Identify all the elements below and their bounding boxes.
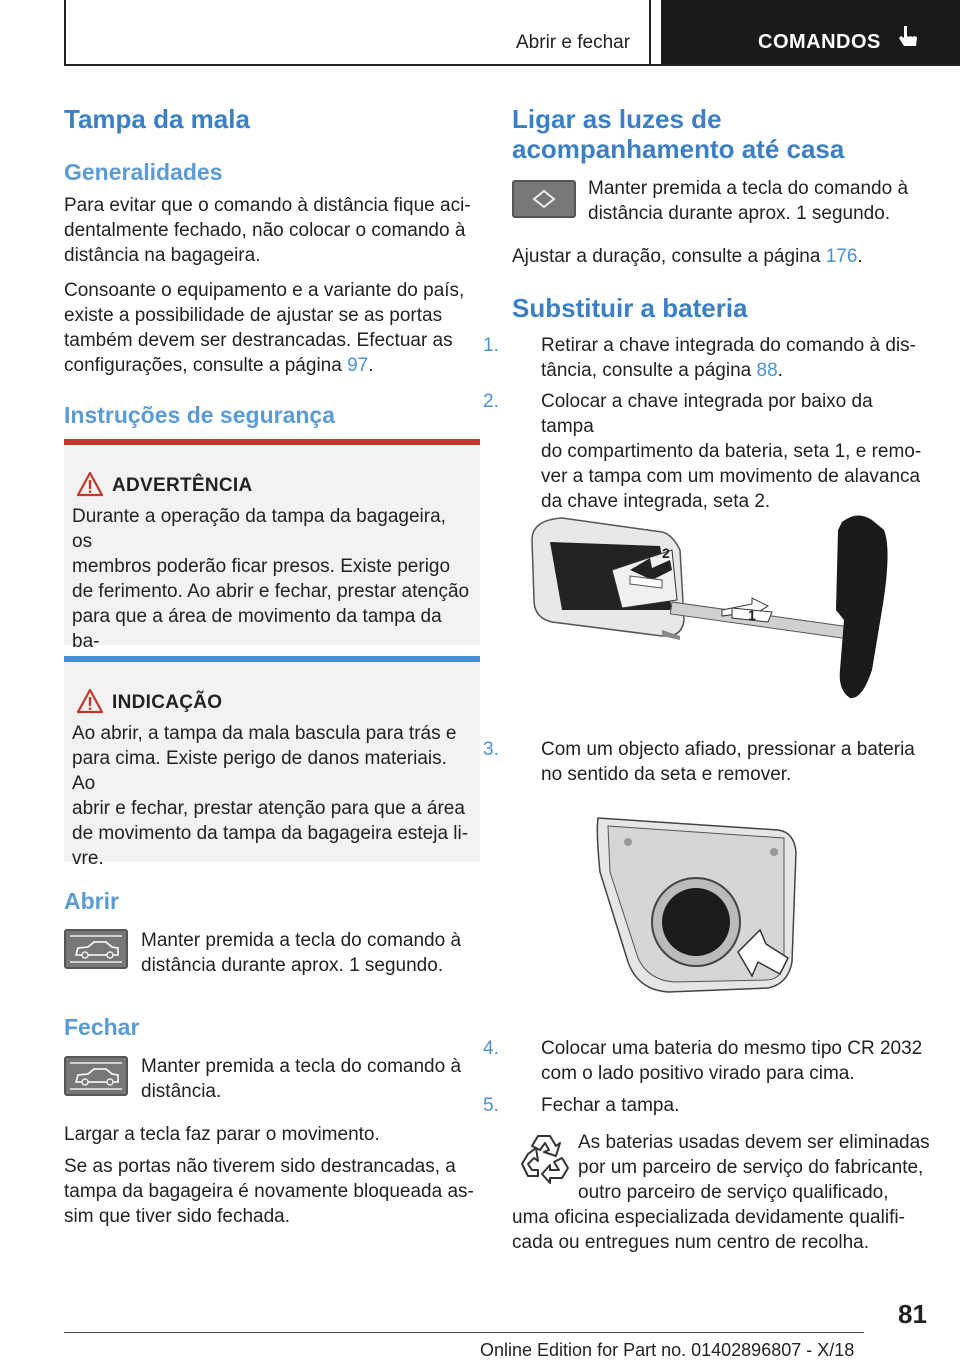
warning-icon [76, 471, 104, 497]
page-link-176[interactable]: 176 [825, 246, 858, 267]
header-left-rule [64, 0, 66, 66]
step-number: 4. [483, 1038, 499, 1059]
step-text: Com um objecto afiado, pressionar a bateria no sentido da seta e remover. [541, 739, 915, 785]
open-heading: Abrir [64, 888, 119, 914]
general-heading: Generalidades [64, 159, 223, 185]
edition-note: Online Edition for Part no. 01402896807 - X/18 [480, 1340, 855, 1360]
step-text-end: . [777, 360, 783, 381]
step-item [483, 1036, 928, 1086]
safety-heading: Instruções de segurança [64, 402, 335, 428]
hand-pointer-icon [896, 24, 920, 52]
warning-title: ADVERTÊNCIA [112, 475, 253, 496]
lights-paragraph-text: Ajustar a duração, consulte a página [512, 246, 826, 267]
page-title: Tampa da mala [64, 104, 250, 134]
lights-paragraph [512, 244, 932, 269]
general-paragraph-2 [64, 278, 484, 378]
header-section-title: Abrir e fechar [516, 32, 631, 53]
diamond-button-icon [512, 180, 576, 218]
step-item [483, 333, 928, 383]
step-text: Fechar a tampa. [541, 1095, 680, 1116]
step-text: Colocar a chave integrada por baixo da tampa do compartimento da bateria, seta 1, e remo- ver a tampa com um movimento de alavanca da chave integrada, seta 2. [541, 391, 922, 512]
close-text: Manter premida a tecla do comando à distância. [141, 1056, 462, 1102]
open-text: Manter premida a tecla do comando à distância durante aprox. 1 segundo. [141, 930, 462, 976]
step-number: 3. [483, 739, 499, 760]
header-tab-label: COMANDOS [758, 31, 881, 53]
close-paragraph-1: Largar a tecla faz parar o movimento. [64, 1124, 380, 1145]
step-number: 5. [483, 1095, 499, 1116]
footer-rule [64, 1332, 864, 1333]
close-paragraph-2: Se as portas não tiverem sido destrancadas, a tampa da bagageira é novamente bloqueada as- sim que tiver sido fechada. [64, 1156, 474, 1227]
step-text: Retirar a chave integrada do comando à dis- tância, consulte a página [541, 335, 916, 381]
step-number: 1. [483, 335, 499, 356]
recycle-icon [512, 1130, 576, 1190]
header-mid-rule [649, 0, 651, 66]
warning-box [64, 439, 480, 652]
arrow-label-2: 2 [662, 545, 670, 561]
car-trunk-icon [64, 929, 128, 969]
notice-text: Ao abrir, a tampa da mala bascula para trás e para cima. Existe perigo de danos materiais. Ao abrir e fechar, prestar atenção para que a área de movimento da tampa da bagageira esteja li- vre. [72, 723, 469, 869]
key-fob-figure [512, 510, 928, 710]
lights-paragraph-end: . [857, 246, 863, 267]
header-bottom-rule [64, 64, 960, 66]
lights-text: Manter premida a tecla do comando à distância durante aprox. 1 segundo. [588, 178, 909, 224]
page-number: 81 [898, 1299, 927, 1329]
header-tab[interactable] [661, 0, 960, 64]
general-paragraph-1: Para evitar que o comando à distância fique aci- dentalmente fechado, não colocar o comando à distância na bagageira. [64, 195, 471, 266]
step-number: 2. [483, 391, 499, 412]
warning-icon [76, 688, 104, 714]
notice-box [64, 656, 480, 869]
notice-title: INDICAÇÃO [112, 692, 223, 713]
warning-text: Durante a operação da tampa da bagageira, os membros poderão ficar presos. Existe perigo de ferimento. Ao abrir e fechar, prestar atenção para que a área de movimento da tampa da ba- [72, 506, 470, 652]
lights-heading: Ligar as luzes de acompanhamento até casa [512, 104, 845, 164]
step-item [483, 1093, 928, 1118]
general-paragraph-2-end: . [368, 355, 374, 376]
step-text: Colocar uma bateria do mesmo tipo CR 2032 com o lado positivo virado para cima. [541, 1038, 923, 1084]
arrow-label-1: 1 [748, 607, 756, 623]
step-item [483, 737, 928, 787]
recycle-text: As baterias usadas devem ser eliminadas por um parceiro de serviço do fabricante, outro parceiro de serviço qualificado, [578, 1132, 930, 1203]
car-trunk-icon [64, 1056, 128, 1096]
general-paragraph-2-text: Consoante o equipamento e a variante do país, existe a possibilidade de ajustar se as portas também devem ser destrancadas. Efectuar as configurações, consulte a página [64, 280, 465, 376]
battery-heading: Substituir a bateria [512, 293, 748, 323]
step-item [483, 389, 928, 514]
page-link-97[interactable]: 97 [347, 355, 369, 376]
recycle-text-continued: uma oficina especializada devidamente qualifi- cada ou entregues num centro de recolha. [512, 1207, 905, 1253]
close-heading: Fechar [64, 1014, 140, 1040]
page-link-88[interactable]: 88 [756, 360, 778, 381]
battery-compartment-figure [588, 812, 808, 1002]
